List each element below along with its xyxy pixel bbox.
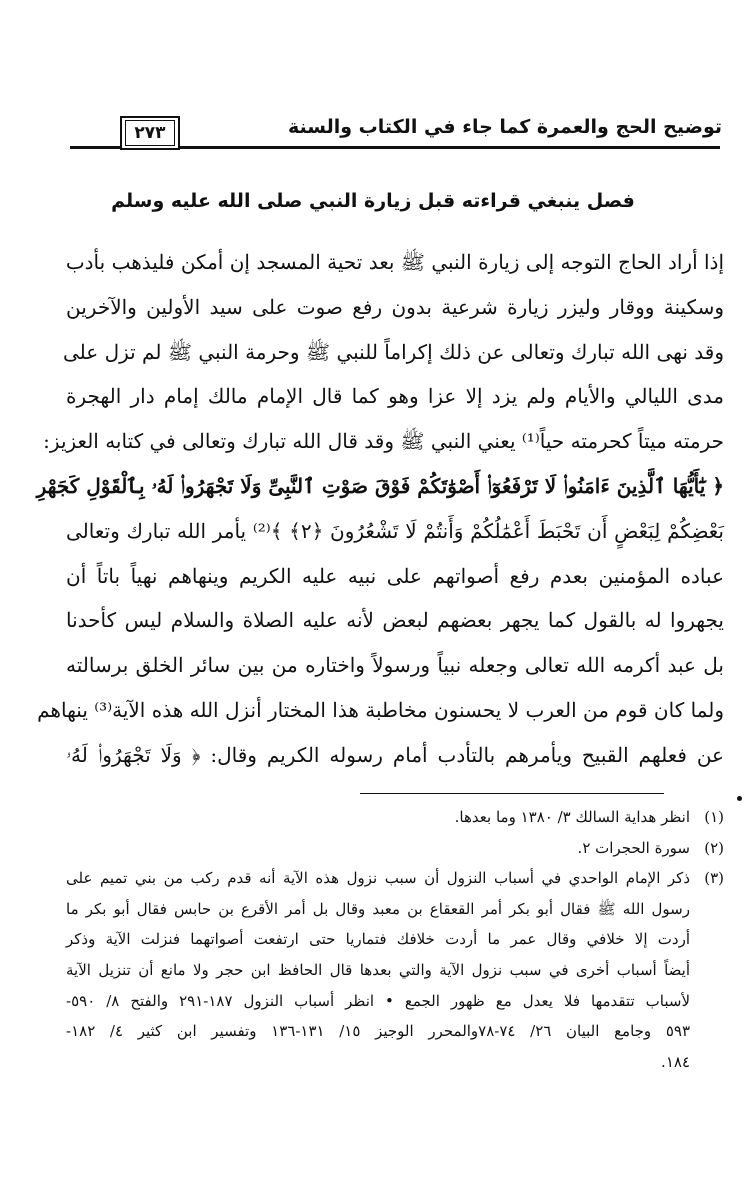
footnote-text [66, 863, 690, 1077]
text-line: وسكينة ووقار وليزر زيارة شرعية بدون رفع صوت على سيد الأولين والآخرين [66, 294, 724, 319]
text-line: مدى الليالي والأيام ولم يزد إلا عزا وهو كما قال الإمام مالك إمام دار الهجرة [66, 384, 724, 409]
margin-dot [737, 796, 742, 801]
header-rule-right [180, 146, 720, 149]
quran-verse-line: ﴿ يَٰٓأَيُّهَا ٱلَّذِينَ ءَامَنُوا۟ لَا تَرْفَعُوٓا۟ أَصْوَٰتَكُمْ فَوْقَ صَوْتِ ٱلنَّبِىِّ وَلَا تَجْهَرُوا۟ لَهُۥ بِٱلْقَوْلِ كَجَهْرِ [36, 473, 724, 498]
footnote-text [66, 802, 690, 833]
text-line: بَعْضِكُمْ لِبَعْضٍ أَن تَحْبَطَ أَعْمَٰلُكُمْ وَأَنتُمْ لَا تَشْعُرُونَ ﴿٢﴾ ﴾⁽²⁾ يأمر الله تبارك وتعالى [66, 518, 724, 543]
text-line: بل عبد أكرمه الله تعالى وجعله نبياً ورسولاً واختاره من بين سائر الخلق برسالته [66, 653, 724, 678]
footnote-line: انظر هداية السالك ٣/ ١٣٨٠ وما بعدها. [454, 808, 690, 826]
text-line: وقد نهى الله تبارك وتعالى عن ذلك إكراماً للنبي ﷺ وحرمة النبي ﷺ لم تزل على [62, 339, 724, 364]
footnote-line: ٥٩٣ وجامع البيان ٢٦/ ٧٤-٧٨والمحرر الوجيز ١٥/ ١٣١-١٣٦ وتفسير ابن كثير ٤/ ١٨٢- [66, 1022, 691, 1041]
footnote-separator [360, 793, 664, 794]
page-header [70, 108, 722, 162]
footnote-line: ١٨٤. [661, 1052, 690, 1071]
footnote-line: ذكر الإمام الواحدي في أسباب النزول أن سبب نزول هذه الآية أنه قدم ركب من بني تميم على [66, 869, 690, 888]
footnote-line: أيضاً أسباب أخرى في سبب نزول الآية والتي بعدها قال الحافظ ابن حجر ولا مانع أن تنزيل الآية [66, 960, 690, 979]
footnote-text [66, 833, 690, 864]
header-rule-left [70, 146, 120, 149]
page-number: ٢٧٣ [125, 120, 175, 146]
running-book-title: توضيح الحج والعمرة كما جاء في الكتاب والسنة [287, 116, 722, 138]
section-title: فصل ينبغي قراءته قبل زيارة النبي صلى الله عليه وسلم [111, 190, 635, 212]
footnotes [66, 802, 724, 1077]
footnote-number: (٢) [704, 838, 724, 857]
main-text [36, 240, 724, 778]
text-line: عن فعلهم القبيح ويأمرهم بالتأدب أمام رسوله الكريم وقال: ﴿ وَلَا تَجْهَرُوا۟ لَهُۥ [66, 742, 724, 767]
text-line: ولما كان قوم من العرب لا يحسنون مخاطبة هذا المختار أنزل الله هذه الآية⁽³⁾ ينهاهم [37, 697, 724, 722]
footnote-line: لأسباب تتقدمها فلا يعدل مع ظهور الجمع • انظر أسباب النزول ١٨٧-٢٩١ والفتح ٨/ ٥٩٠- [66, 991, 690, 1010]
footnote-line: رسول الله ﷺ فقال أبو بكر أمر القعقاع بن معبد وقال بل أمر الأقرع بن حابس فقال أبو بكر ما [66, 899, 690, 918]
footnote-number: (٣) [704, 869, 724, 888]
text-line: حرمته ميتاً كحرمته حياً⁽¹⁾ يعني النبي ﷺ وقد قال الله تبارك وتعالى في كتابه العزيز: [43, 429, 724, 454]
footnote-3 [66, 863, 724, 1077]
footnote-1 [66, 802, 724, 833]
footnote-number: (١) [704, 808, 724, 826]
page-number-frame [120, 116, 180, 150]
footnote-2 [66, 833, 724, 864]
footnote-line: سورة الحجرات ٢. [577, 838, 690, 857]
text-line: يجهروا له بالقول كما يجهر بعضهم لبعض لأنه عليه الصلاة والسلام ليس كأحدنا [66, 608, 724, 633]
text-line: إذا أراد الحاج التوجه إلى زيارة النبي ﷺ بعد تحية المسجد إن أمكن فليذهب بأدب [65, 250, 724, 274]
text-line: عباده المؤمنين بعدم رفع أصواتهم على نبيه عليه الكريم وينهاهم نهياً باتاً أن [66, 563, 724, 588]
footnote-line: أردت إلا خلافي وقال عمر ما أردت خلافك فتماريا حتى ارتفعت أصواتهما فنزلت الآية وذكر [66, 930, 690, 949]
